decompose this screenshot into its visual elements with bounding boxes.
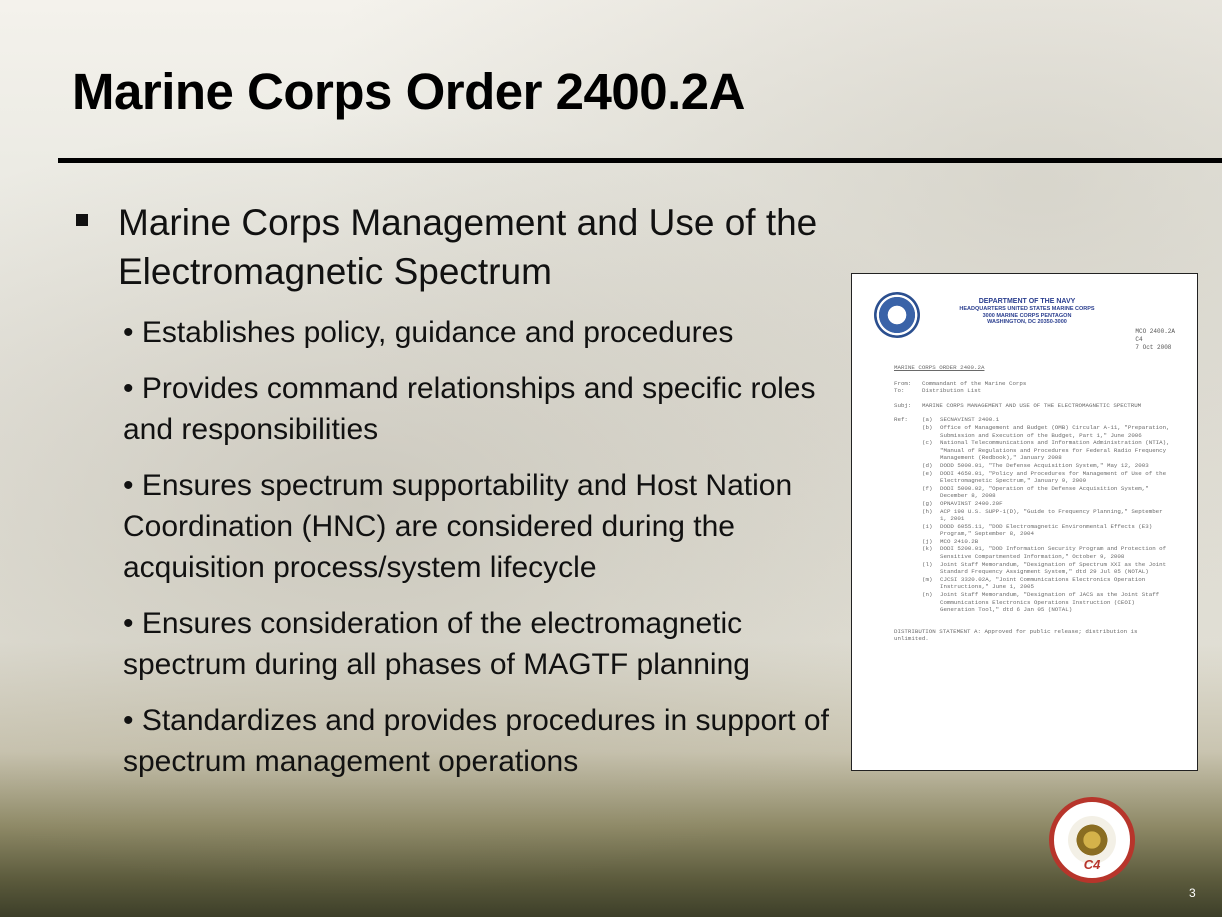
title-divider (58, 158, 1222, 163)
references-row (894, 416, 1172, 613)
sub-bullet-list (123, 312, 843, 797)
main-bullet: Marine Corps Management and Use of the Electromagnetic Spectrum (118, 202, 818, 292)
letterhead-line: DEPARTMENT OF THE NAVY (978, 298, 1076, 305)
dod-seal-icon (874, 292, 920, 338)
letterhead-line: 3000 MARINE CORPS PENTAGON (982, 312, 1072, 319)
letterhead-line: WASHINGTON, DC 20350-3000 (987, 319, 1067, 325)
document-reference-block (1135, 328, 1175, 352)
from-value: Commandant of the Marine Corps (922, 379, 1027, 387)
distribution-statement: DISTRIBUTION STATEMENT A: Approved for public release; distribution is unlimited. (894, 627, 1138, 643)
reference-line: 7 Oct 2008 (1135, 344, 1172, 351)
reference-item: (b) Office of Management and Budget (OMB) Circular A-11, "Preparation, Submission and Execution of the Budget, Part 1," June 2006 (922, 423, 1170, 439)
to-row (894, 387, 1172, 395)
sub-bullet: • Establishes policy, guidance and procedures (123, 316, 734, 349)
letterhead-line: HEADQUARTERS UNITED STATES MARINE CORPS (959, 306, 1095, 312)
order-document-image (851, 273, 1198, 771)
c4-logo (1049, 797, 1135, 883)
sub-bullet: • Ensures spectrum supportability and Host Nation Coordination (HNC) are considered during the acquisition process/system lifecycle (123, 469, 793, 584)
reference-item: (j) MCO 2410.2B (922, 537, 979, 545)
sub-bullet: • Standardizes and provides procedures in support of spectrum management operations (123, 704, 829, 778)
reference-line: MCO 2400.2A (1135, 328, 1175, 335)
subject-value: MARINE CORPS MANAGEMENT AND USE OF THE ELECTROMAGNETIC SPECTRUM (922, 401, 1142, 409)
sub-bullet: • Ensures consideration of the electromagnetic spectrum during all phases of MAGTF planning (123, 607, 750, 681)
reference-item: (n) Joint Staff Memorandum, "Designation of JACS as the Joint Staff Communications Electronics Operations Instruction (CEOI) Generation Tool," dtd 6 Jan 05 (NOTAL) (922, 591, 1160, 614)
square-bullet-icon (76, 214, 88, 226)
sub-bullet: • Provides command relationships and specific roles and responsibilities (123, 372, 816, 446)
subject-label: Subj: (894, 401, 912, 409)
reference-item: (m) CJCSI 3320.02A, "Joint Communications Electronics Operation Instructions," June 1, 2005 (922, 575, 1146, 591)
order-title: MARINE CORPS ORDER 2400.2A (894, 364, 985, 371)
letterhead (952, 298, 1102, 326)
document-body (894, 364, 1172, 643)
reference-line: C4 (1135, 336, 1143, 343)
reference-item: (f) DODI 5000.02, "Operation of the Defense Acquisition System," December 8, 2008 (922, 484, 1149, 500)
to-value: Distribution List (922, 387, 982, 395)
references-label: Ref: (894, 416, 908, 424)
reference-item: (h) ACP 190 U.S. SUPP-1(D), "Guide to Frequency Planning," September 1, 2001 (922, 507, 1163, 523)
to-label: To: (894, 387, 905, 395)
c4-logo-text: C4 (1083, 857, 1101, 872)
reference-item: (c) National Telecommunications and Information Administration (NTIA), "Manual of Regulations and Procedures for Federal Radio Frequency Management (Redbook)," January 2008 (922, 439, 1170, 462)
subject-row (894, 402, 1172, 410)
from-label: From: (894, 379, 912, 387)
slide-title: Marine Corps Order 2400.2A (72, 63, 745, 120)
from-row (894, 380, 1172, 388)
reference-item: (i) DODD 6055.11, "DOD Electromagnetic Environmental Effects (E3) Program," September 8, 2004 (922, 522, 1153, 538)
reference-list (922, 416, 1172, 613)
reference-item: (l) Joint Staff Memorandum, "Designation of Spectrum XXI as the Joint Standard Frequency Assignment System," dtd 29 Jul 05 (NOTAL) (922, 560, 1167, 576)
page-number: 3 (1189, 886, 1196, 900)
reference-item: (k) DODI 5200.01, "DOD Information Security Program and Protection of Sensitive Compartmented Information," October 9, 2008 (922, 545, 1167, 561)
reference-item: (a) SECNAVINST 2400.1 (922, 416, 1000, 424)
reference-item: (e) DODI 4650.01, "Policy and Procedures for Management of Use of the Electromagnetic Spectrum," January 9, 2009 (922, 469, 1167, 485)
reference-item: (g) OPNAVINST 2400.20F (922, 499, 1003, 507)
reference-item: (d) DODD 5000.01, "The Defense Acquisition System," May 12, 2003 (922, 461, 1149, 469)
